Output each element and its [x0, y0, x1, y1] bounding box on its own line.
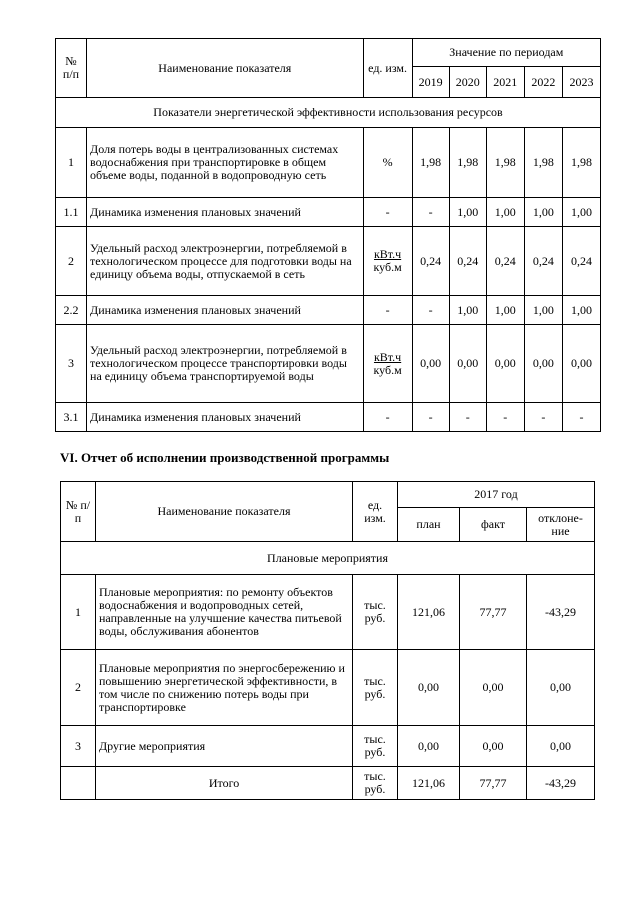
- row-value: 1,98: [449, 128, 486, 198]
- row-num: 3: [56, 325, 87, 403]
- year-header: 2019: [412, 67, 449, 98]
- row-num: 1: [56, 128, 87, 198]
- row-deviation: 0,00: [527, 650, 595, 726]
- row-deviation: -43,29: [527, 575, 595, 650]
- row-unit: тыс. руб.: [353, 767, 398, 800]
- row-value: 1,00: [486, 198, 524, 227]
- row-value: 0,24: [562, 227, 600, 296]
- row-name: Другие мероприятия: [96, 726, 353, 767]
- row-plan: 0,00: [398, 650, 460, 726]
- row-unit: -: [363, 296, 412, 325]
- row-name: Плановые мероприятия: по ремонту объектов водоснабжения и водопроводных сетей, направленные на улучшение качества питьевой воды, обслуживания абонентов: [96, 575, 353, 650]
- row-value: -: [412, 296, 449, 325]
- row-value: 1,00: [524, 198, 562, 227]
- row-value: 1,00: [562, 198, 600, 227]
- row-name: Удельный расход электроэнергии, потребляемой в технологическом процессе для подготовки воды на единицу объема воды, отпускаемой в сеть: [87, 227, 364, 296]
- row-num: 2: [61, 650, 96, 726]
- row-name: Удельный расход электроэнергии, потребляемой в технологическом процессе транспортировки воды на единицу объема транспортируемой воды: [87, 325, 364, 403]
- unit-denominator: куб.м: [373, 362, 402, 377]
- row-value: 1,98: [524, 128, 562, 198]
- row-plan: 121,06: [398, 575, 460, 650]
- col-header-unit: ед. изм.: [363, 39, 412, 98]
- row-deviation: 0,00: [527, 726, 595, 767]
- energy-efficiency-table: [55, 38, 601, 432]
- row-unit: тыс. руб.: [353, 726, 398, 767]
- row-value: 0,00: [562, 325, 600, 403]
- row-value: -: [562, 403, 600, 432]
- table-row: [61, 726, 595, 767]
- table-row: [56, 198, 601, 227]
- row-value: 0,24: [449, 227, 486, 296]
- year-header: 2021: [486, 67, 524, 98]
- row-num: 3: [61, 726, 96, 767]
- row-unit: тыс. руб.: [353, 650, 398, 726]
- row-unit: -: [363, 198, 412, 227]
- row-name: Динамика изменения плановых значений: [87, 296, 364, 325]
- row-value: -: [524, 403, 562, 432]
- row-unit: [363, 325, 412, 403]
- col-header-unit: ед. изм.: [353, 482, 398, 542]
- row-value: 1,98: [486, 128, 524, 198]
- year-header: 2023: [562, 67, 600, 98]
- row-value: 0,24: [486, 227, 524, 296]
- row-value: 1,98: [562, 128, 600, 198]
- row-value: 1,00: [562, 296, 600, 325]
- row-name: Итого: [96, 767, 353, 800]
- row-deviation: -43,29: [527, 767, 595, 800]
- row-value: 0,00: [524, 325, 562, 403]
- row-plan: 0,00: [398, 726, 460, 767]
- col-header-name: Наименование показателя: [96, 482, 353, 542]
- row-value: -: [449, 403, 486, 432]
- row-unit: -: [363, 403, 412, 432]
- row-value: 1,00: [524, 296, 562, 325]
- table-row: [61, 575, 595, 650]
- row-name: Динамика изменения плановых значений: [87, 403, 364, 432]
- row-num: 1: [61, 575, 96, 650]
- row-unit: [363, 227, 412, 296]
- row-plan: 121,06: [398, 767, 460, 800]
- row-value: 1,00: [449, 296, 486, 325]
- row-num: 2: [56, 227, 87, 296]
- row-unit: %: [363, 128, 412, 198]
- row-value: 0,00: [412, 325, 449, 403]
- row-fact: 0,00: [460, 726, 527, 767]
- col-header-fact: факт: [460, 508, 527, 542]
- year-header: 2020: [449, 67, 486, 98]
- col-header-deviation: отклоне-ние: [527, 508, 595, 542]
- program-report-table: [60, 481, 595, 800]
- row-value: 0,00: [449, 325, 486, 403]
- row-value: 1,00: [449, 198, 486, 227]
- row-fact: 77,77: [460, 575, 527, 650]
- row-fact: 77,77: [460, 767, 527, 800]
- table-row: [56, 296, 601, 325]
- row-value: 0,24: [524, 227, 562, 296]
- row-value: 0,24: [412, 227, 449, 296]
- row-value: 1,98: [412, 128, 449, 198]
- year-header: 2022: [524, 67, 562, 98]
- row-name: Доля потерь воды в централизованных системах водоснабжения при транспортировке в общем объеме воды, поданной в водопроводную сеть: [87, 128, 364, 198]
- col-header-num: № п/п: [56, 39, 87, 98]
- table-row: [56, 227, 601, 296]
- col-header-year: 2017 год: [398, 482, 595, 508]
- row-fact: 0,00: [460, 650, 527, 726]
- row-value: -: [412, 198, 449, 227]
- table-row: [61, 650, 595, 726]
- row-value: 0,00: [486, 325, 524, 403]
- row-value: -: [486, 403, 524, 432]
- unit-numerator: кВт.ч: [373, 349, 402, 364]
- col-header-num: № п/п: [61, 482, 96, 542]
- table-row: [56, 403, 601, 432]
- row-unit: тыс. руб.: [353, 575, 398, 650]
- row-num: 1.1: [56, 198, 87, 227]
- row-name: Плановые мероприятия по энергосбережению и повышению энергетической эффективности, в том числе по снижению потерь воды при транспортировке: [96, 650, 353, 726]
- row-name: Динамика изменения плановых значений: [87, 198, 364, 227]
- table-row: [56, 325, 601, 403]
- row-value: 1,00: [486, 296, 524, 325]
- section-heading: VI. Отчет об исполнении производственной программы: [60, 450, 390, 465]
- row-num: 2.2: [56, 296, 87, 325]
- section-row: Показатели энергетической эффективности использования ресурсов: [56, 98, 601, 128]
- row-value: -: [412, 403, 449, 432]
- section-row: Плановые мероприятия: [61, 542, 595, 575]
- row-num: [61, 767, 96, 800]
- table-row: [56, 128, 601, 198]
- row-num: 3.1: [56, 403, 87, 432]
- col-header-periods: Значение по периодам: [412, 39, 600, 67]
- unit-numerator: кВт.ч: [373, 247, 402, 261]
- unit-denominator: куб.м: [373, 260, 402, 274]
- total-row: [61, 767, 595, 800]
- col-header-plan: план: [398, 508, 460, 542]
- col-header-name: Наименование показателя: [87, 39, 364, 98]
